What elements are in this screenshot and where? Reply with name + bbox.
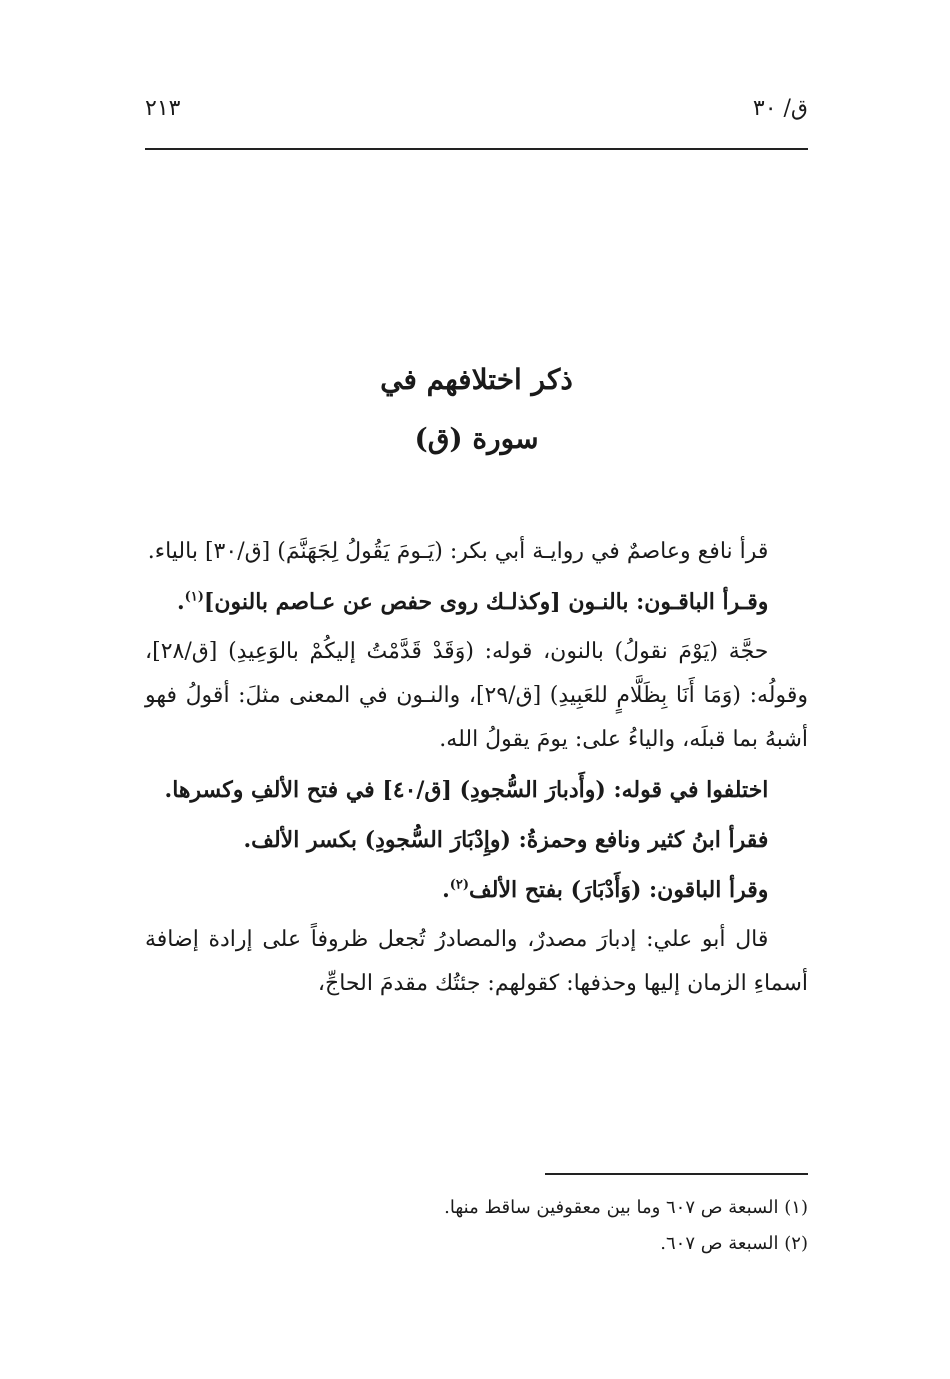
paragraph: فقرأ ابنُ كثير ونافع وحمزةُ: (وإِدْبَارَ السُّجودِ) بكسر الألف.: [243, 827, 769, 853]
page-header: [145, 96, 808, 136]
chapter-title: ذكر اختلافهم في: [380, 363, 573, 396]
footnote-rule: [545, 1173, 808, 1175]
body-text: [145, 530, 808, 1012]
paragraph: قال أبو علي: إدبارَ مصدرٌ، والمصادرُ تُجعل ظروفاً على إرادة إضافة أسماءِ الزمان إليها وحذفها: كقولهم: جئتُك مقدمَ الحاجِّ،: [145, 927, 808, 996]
chapter-subtitle: سورة (ق): [414, 422, 539, 455]
footnote: (٢) السبعة ص ٦٠٧.: [660, 1233, 808, 1254]
paragraph: قرأ نافع وعاصمٌ في روايـة أبي بكر: (يَـومَ يَقُولُ لِجَهَنَّمَ) [ق/٣٠] بالياء.: [147, 539, 769, 564]
paragraph: وقـرأ الباقـون: بالنـون [وكذلـك روى حفص عن عـاصم بالنون]$^{(١)}$.: [176, 589, 769, 615]
paragraph: وقرأ الباقون: (وَأَدْبَارَ) بفتح الألف$^{(٢)}$.: [442, 877, 769, 903]
page-number: ٢١٣: [145, 96, 181, 121]
footnotes: [145, 1190, 808, 1262]
paragraph: حجَّة (يَوْمَ نقولُ) بالنون، قوله: (وَقَدْ قَدَّمْتُ إليكُمْ بالوَعِيدِ) [ق/٢٨]، وقولُه: (وَمَا أَنَا بِظَلَّامٍ للعَبِيدِ) [ق/٢٩]، والنـون في المعنى مثلَ: أقولُ فهو أشبهُ بما قبلَه، والياءُ على: يومَ يقولُ الله.: [145, 639, 808, 752]
header-rule: [145, 148, 808, 150]
running-title: ق/ ٣٠: [752, 96, 808, 121]
footnote: (١) السبعة ص ٦٠٧ وما بين معقوفين ساقط منها.: [444, 1197, 808, 1218]
footnote-ref: (٢): [449, 877, 470, 893]
footnote-ref: (١): [184, 589, 204, 605]
paragraph: اختلفوا في قوله: (وأَدبارَ السُّجودِ) [ق/٤٠] في فتح الألفِ وكسرها.: [164, 777, 769, 803]
